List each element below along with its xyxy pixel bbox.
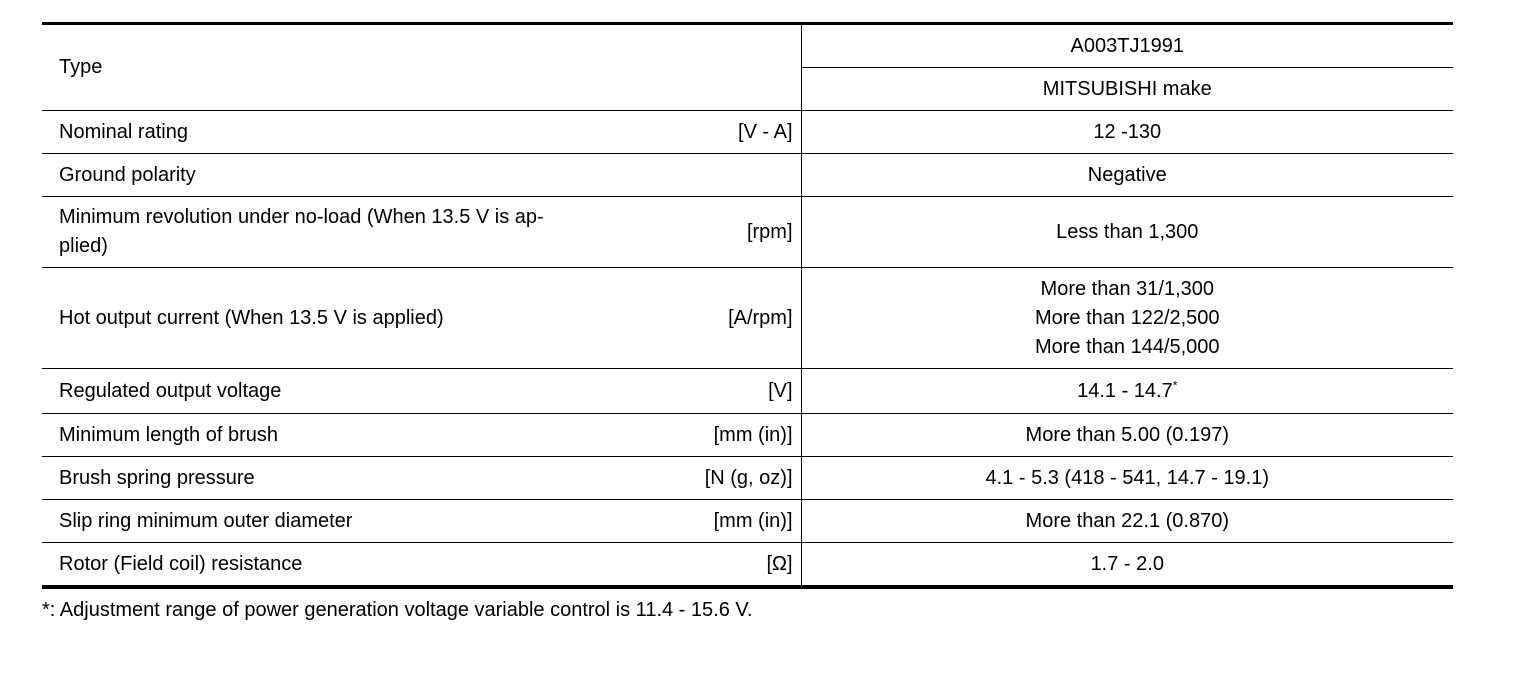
row-label: Minimum length of brush xyxy=(42,414,662,457)
row-label: Rotor (Field coil) resistance xyxy=(42,543,662,588)
row-label: Slip ring minimum outer diameter xyxy=(42,500,662,543)
row-unit: [V] xyxy=(662,369,801,414)
row-unit: [Ω] xyxy=(662,543,801,588)
row-unit: [N (g, oz)] xyxy=(662,457,801,500)
table-row xyxy=(42,543,1453,588)
row-label: Ground polarity xyxy=(42,154,662,197)
footnote: *: Adjustment range of power generation voltage variable control is 11.4 - 15.6 V. xyxy=(42,599,753,621)
row-value xyxy=(801,369,1453,414)
row-value-text: 14.1 - 14.7 xyxy=(1077,379,1173,402)
row-value xyxy=(801,268,1453,369)
row-label: Hot output current (When 13.5 V is applied) xyxy=(42,268,662,369)
table-row xyxy=(42,268,1453,369)
row-label: Brush spring pressure xyxy=(42,457,662,500)
row-value: 1.7 - 2.0 xyxy=(801,543,1453,588)
row-value-line: More than 144/5,000 xyxy=(1034,335,1220,358)
row-label xyxy=(42,197,662,268)
table-row xyxy=(42,197,1453,268)
table-row xyxy=(42,154,1453,197)
row-value-line: More than 31/1,300 xyxy=(1040,277,1214,300)
row-unit: [rpm] xyxy=(662,197,801,268)
type-label: Type xyxy=(42,24,801,111)
row-value-line: More than 122/2,500 xyxy=(1034,306,1220,329)
table-row xyxy=(42,457,1453,500)
row-label-line: Minimum revolution under no-load (When 13.5 V is ap- xyxy=(59,206,544,228)
row-label: Regulated output voltage xyxy=(42,369,662,414)
row-unit: [mm (in)] xyxy=(662,414,801,457)
type-model-value: A003TJ1991 xyxy=(801,24,1453,68)
row-value: 4.1 - 5.3 (418 - 541, 14.7 - 19.1) xyxy=(801,457,1453,500)
table-row xyxy=(42,414,1453,457)
table-row xyxy=(42,500,1453,543)
row-label: Nominal rating xyxy=(42,111,662,154)
row-unit xyxy=(662,154,801,197)
table-row xyxy=(42,369,1453,414)
row-unit: [A/rpm] xyxy=(662,268,801,369)
footnote-marker: * xyxy=(1172,377,1178,392)
row-unit: [V - A] xyxy=(662,111,801,154)
row-value: More than 5.00 (0.197) xyxy=(801,414,1453,457)
row-unit: [mm (in)] xyxy=(662,500,801,543)
row-value: Less than 1,300 xyxy=(801,197,1453,268)
table-row xyxy=(42,111,1453,154)
alternator-spec-table xyxy=(42,22,1453,589)
type-make-value: MITSUBISHI make xyxy=(801,68,1453,111)
row-value: More than 22.1 (0.870) xyxy=(801,500,1453,543)
row-value: 12 -130 xyxy=(801,111,1453,154)
row-value: Negative xyxy=(801,154,1453,197)
row-label-line: plied) xyxy=(59,235,108,257)
